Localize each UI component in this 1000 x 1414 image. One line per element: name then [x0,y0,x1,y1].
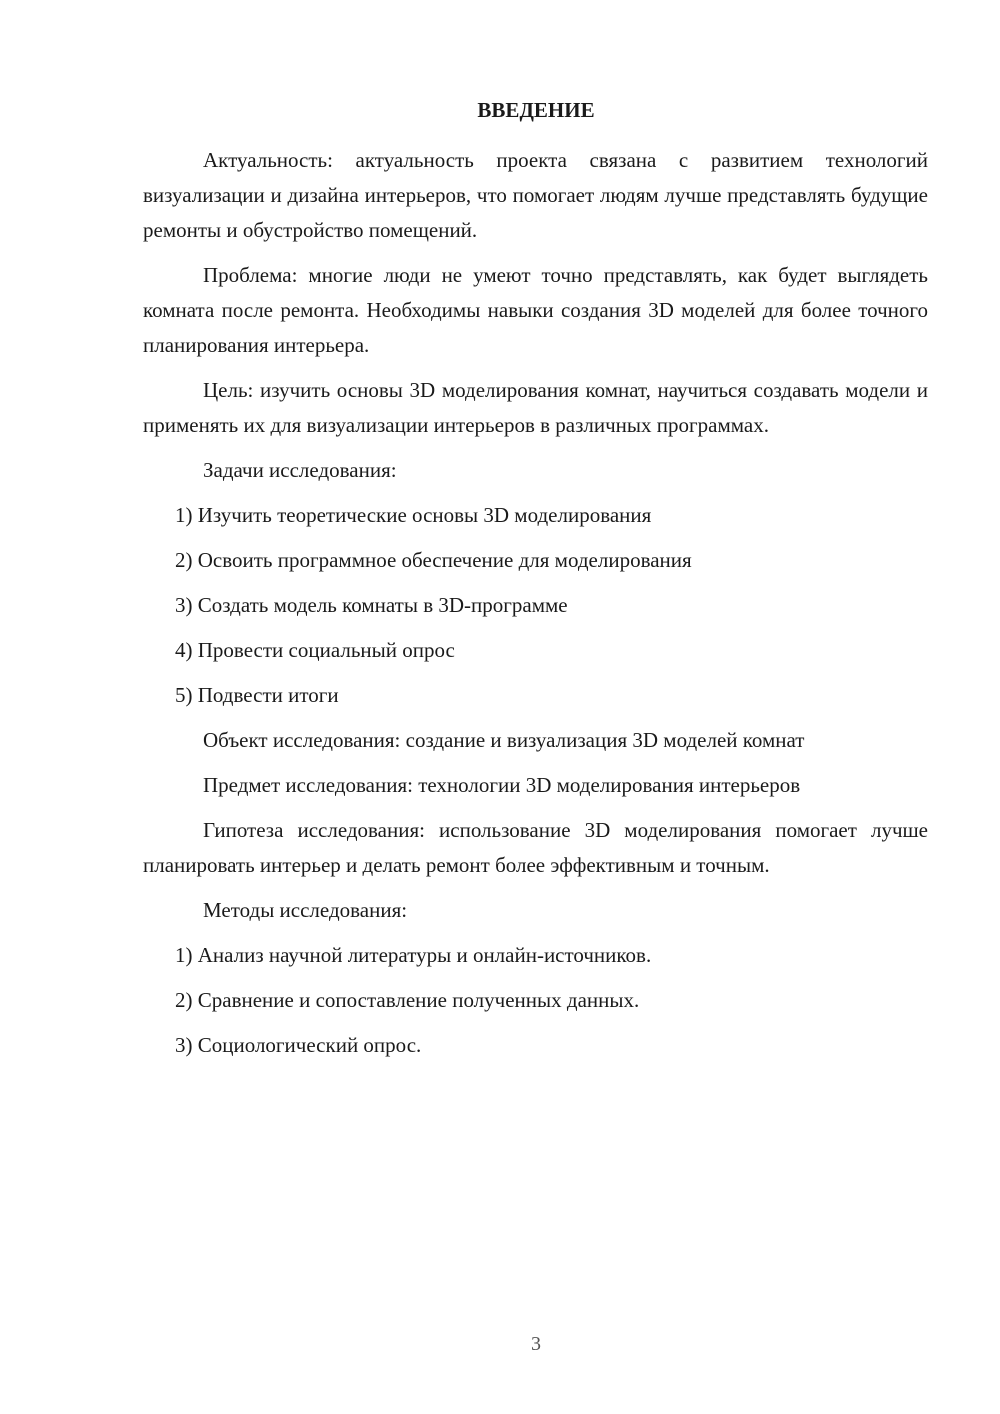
document-body [143,143,928,1073]
tasks-heading: Задачи исследования: [203,458,397,482]
list-item: 1) Анализ научной литературы и онлайн-источников. [175,943,652,967]
list-item: 2) Сравнение и сопоставление полученных данных. [175,988,640,1012]
hypothesis-paragraph: Гипотеза исследования: использование 3D моделирования помогает лучше планировать интерьер и делать ремонт более эффективным и точным. [143,818,928,877]
subject-paragraph: Предмет исследования: технологии 3D моделирования интерьеров [203,773,801,797]
list-item: 5) Подвести итоги [175,683,339,707]
list-item: 4) Провести социальный опрос [175,638,455,662]
methods-heading: Методы исследования: [203,898,408,922]
list-item: 1) Изучить теоретические основы 3D моделирования [175,503,652,527]
tasks-list [143,498,928,713]
object-paragraph: Объект исследования: создание и визуализация 3D моделей комнат [203,728,805,752]
methods-list [143,938,928,1063]
page-title: ВВЕДЕНИЕ [477,98,595,122]
goal-paragraph: Цель: изучить основы 3D моделирования комнат, научиться создавать модели и применять их для визуализации интерьеров в различных программах. [143,378,928,437]
page-number: 3 [531,1333,541,1355]
relevance-paragraph: Актуальность: актуальность проекта связана с развитием технологий визуализации и дизайна интерьеров, что помогает людям лучше представлять будущие ремонты и обустройство помещений. [143,148,928,242]
list-item: 2) Освоить программное обеспечение для моделирования [175,548,692,572]
problem-paragraph: Проблема: многие люди не умеют точно представлять, как будет выглядеть комната после ремонта. Необходимы навыки создания 3D моделей для более точного планирования интерьера. [143,263,928,357]
list-item: 3) Создать модель комнаты в 3D-программе [175,593,568,617]
list-item: 3) Социологический опрос. [175,1033,422,1057]
